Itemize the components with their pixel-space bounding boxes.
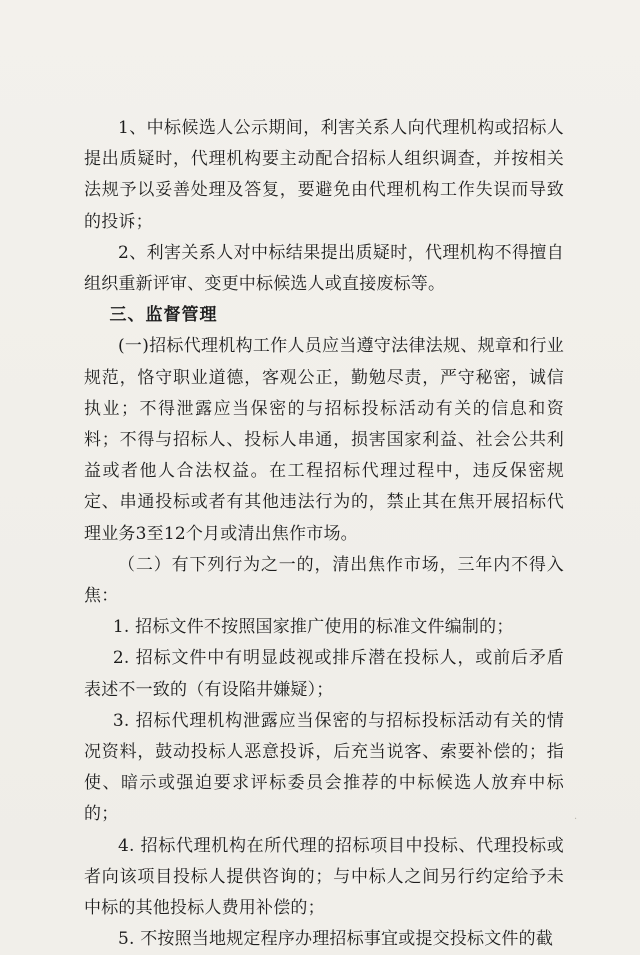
list-item-3: 3. 招标代理机构泄露应当保密的与招标投标活动有关的情况资料，鼓动投标人恶意投诉，后充当说客、索要补偿的；指使、暗示或强迫要求评标委员会推荐的中标候选人放弃中标的； [84,710,564,825]
scan-artifact: · [574,814,578,825]
paragraph-complaint-during-publicity: 1、中标候选人公示期间，利害关系人向代理机构或招标人提出质疑时，代理机构要主动配合招标人组织调查，并按相关法规予以妥善处理及答复，要避免由代理机构工作失误而导致的投诉； [84,118,564,232]
list-item-5: 5. 不按照当地规定程序办理招标事宜或提交投标文件的截 [118,929,554,950]
paragraph-staff-obligations: (一)招标代理机构工作人员应当遵守法律法规、规章和行业规范，恪守职业道德，客观公正，勤勉尽责，严守秘密，诚信执业；不得泄露应当保密的与招标投标活动有关的信息和资料；不得与招标人、投标人串通，损害国家利益、社会公共利益或者他人合法权益。在工程招标代理过程中，违反保密规定、串通投标或者有其他违法行为的，禁止其在焦开展招标代理业务3至12个月或清出焦作市场。 [84,336,564,544]
list-item-2: 2. 招标文件中有明显歧视或排斥潜在投标人，或前后矛盾表述不一致的（有设陷井嫌疑）； [84,648,564,700]
document-body [84,113,564,955]
paragraph-expulsion-intro: （二）有下列行为之一的，清出焦作市场，三年内不得入焦： [84,554,564,607]
list-item-4: 4. 招标代理机构在所代理的招标项目中投标、代理投标或者向该项目投标人提供咨询的；与中标人之间另行约定给予未中标的其他投标人费用补偿的； [84,835,564,919]
section-heading-supervision: 三、监督管理 [109,305,218,326]
paragraph-complaint-on-result: 2、利害关系人对中标结果提出质疑时，代理机构不得擅自组织重新评审、变更中标候选人或直接废标等。 [84,242,564,295]
list-item-1: 1. 招标文件不按照国家推广使用的标准文件编制的； [112,617,514,638]
